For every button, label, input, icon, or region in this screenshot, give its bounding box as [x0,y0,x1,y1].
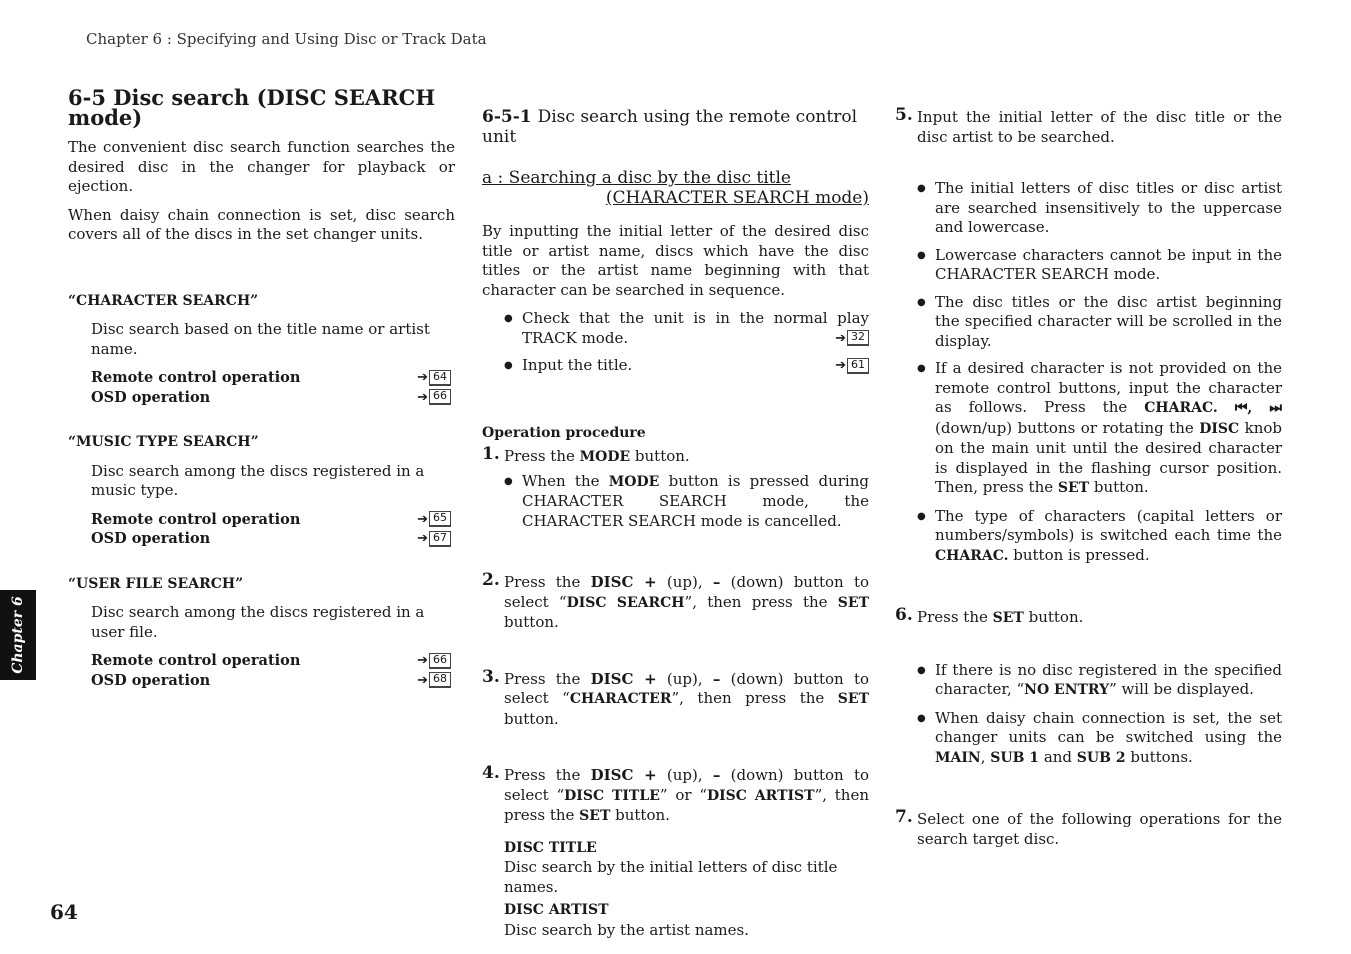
a-heading-line2: (CHARACTER SEARCH mode) [605,187,869,208]
list-item: ● Lowercase characters cannot be input in the CHARACTER SEARCH mode. [895,246,1282,285]
disc-artist-heading: DISC ARTIST [504,902,609,918]
step-4: 4. Press the DISC + (up), – (down) button to select “DISC TITLE” or “DISC ARTIST”, then press the SET button. [482,763,870,824]
list-item: ● When daisy chain connection is set, the set changer units can be switched using the MAIN, SUB 1 and SUB 2 buttons. [895,709,1282,769]
op-row: OSD operation ➔ 67 [91,529,455,549]
user-file-search-heading: “USER FILE SEARCH” [68,575,244,592]
intro-paragraph: By inputting the initial letter of the desired disc title or artist name, discs which have the disc titles or the artist name beginning with that character can be searched in sequence. [482,222,869,299]
step-1: 1. Press the MODE button. [482,444,690,465]
page-ref-icon[interactable]: ➔ 67 [417,529,451,549]
op-row: OSD operation ➔ 68 [91,671,455,691]
op-row: OSD operation ➔ 66 [91,388,455,408]
operation-procedure-heading: Operation procedure [482,424,646,441]
step-3: 3. Press the DISC + (up), – (down) button to select “CHARACTER”, then press the SET button. [482,666,869,728]
page-ref-icon[interactable]: ➔ 61 [835,356,869,376]
op-row: Remote control operation ➔ 64 [91,368,455,388]
disc-title-option [482,839,869,941]
step-2: 2. Press the DISC + (up), – (down) button to select “DISC SEARCH”, then press the SET button. [482,570,869,631]
middle-column [482,108,869,940]
music-type-search-heading: “MUSIC TYPE SEARCH” [68,434,259,450]
page-ref-icon[interactable]: ➔ 66 [417,651,451,671]
page-ref-icon[interactable]: ➔ 64 [417,368,451,388]
user-file-search-desc: Disc search among the discs registered in a user file. [91,603,425,641]
disc-artist-desc: Disc search by the artist names. [504,920,749,939]
list-item: ● The disc titles or the disc artist beginning the specified character will be scrolled in the display. [895,293,1282,352]
page-ref-icon[interactable]: ➔ 65 [417,510,451,530]
intro-paragraph: The convenient disc search function searches the desired disc in the changer for playback or ejection. [68,138,455,195]
list-item: ● Input the title. ➔ 61 [482,356,869,376]
page-ref-icon[interactable]: ➔ 68 [417,671,451,691]
character-search-heading: “CHARACTER SEARCH” [68,292,259,309]
list-item: ● The type of characters (capital letters or numbers/symbols) is switched each time the CHARAC. button is pressed. [895,507,1282,567]
section-title: 6-5 Disc search (DISC SEARCH mode) [68,85,436,130]
a-heading-line1: a : Searching a disc by the disc title [482,168,791,188]
right-column [895,105,1283,849]
list-item: ● Check that the unit is in the normal play TRACK mode. ➔ 32 [482,309,869,348]
music-type-search-desc: Disc search among the discs registered in a music type. [91,461,425,499]
page-number: 64 [50,900,78,924]
step-5: 5. Input the initial letter of the disc title or the disc artist to be searched. [895,105,1282,146]
disc-title-heading: DISC TITLE [504,839,597,856]
list-item: ● When the MODE button is pressed during CHARACTER SEARCH mode, the CHARACTER SEARCH mode is cancelled. [482,472,869,532]
step-6: 6. Press the SET button. [895,605,1084,626]
op-row: Remote control operation ➔ 65 [91,510,455,530]
page-ref-icon[interactable]: ➔ 32 [835,329,869,349]
page-ref-icon[interactable]: ➔ 66 [417,388,451,408]
list-item: ● The initial letters of disc titles or disc artist are searched insensitively to the uppercase and lowercase. [895,179,1282,238]
disc-title-desc: Disc search by the initial letters of disc title names. [504,858,838,896]
subsection-heading: 6-5-1 Disc search using the remote control unit [482,107,858,147]
running-header: Chapter 6 : Specifying and Using Disc or Track Data [86,30,487,48]
daisy-chain-paragraph: When daisy chain connection is set, disc search covers all of the discs in the set changer units. [68,205,455,243]
step-7: 7. Select one of the following operations for the search target disc. [895,807,1282,848]
list-item: ● If a desired character is not provided on the remote control buttons, input the character as follows. Press the CHARAC. ⏮, ⏭ (down/up) buttons or rotating the DISC knob on the main unit until the desired character is displayed in the flashing cursor position. Then, press the SET button. [895,359,1282,499]
op-row: Remote control operation ➔ 66 [91,651,455,671]
left-column [68,86,455,690]
chapter-side-tab: Chapter 6 [0,590,36,680]
character-search-desc: Disc search based on the title name or artist name. [91,320,430,358]
list-item: ● If there is no disc registered in the specified character, “NO ENTRY” will be displayed. [895,661,1282,701]
